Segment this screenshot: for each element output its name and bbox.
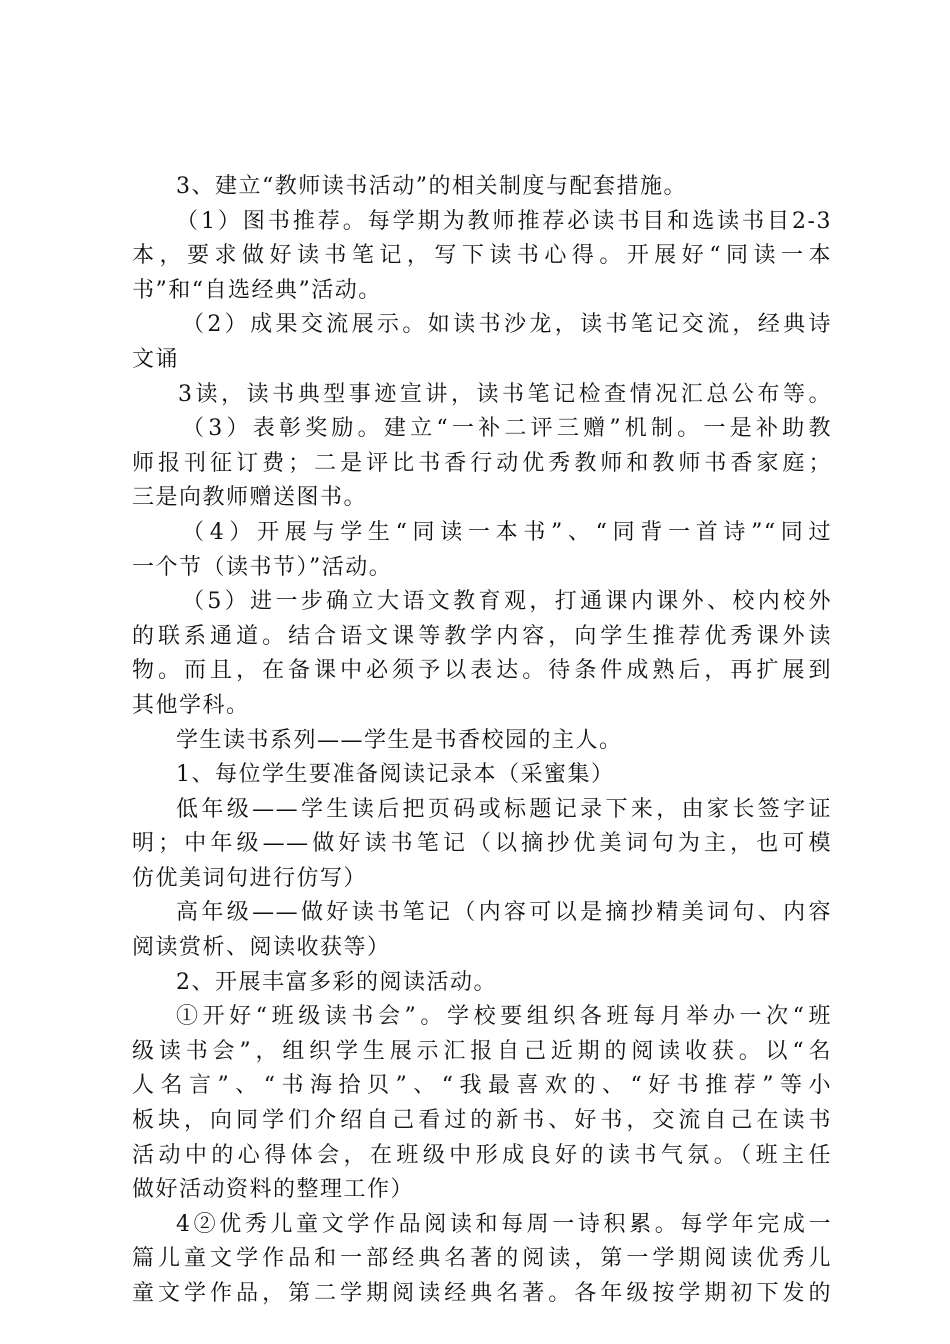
section-heading: 学生读书系列——学生是书香校园的主人。 (176, 727, 623, 753)
text-line: 的联系通道。结合语文课等教学内容，向学生推荐优秀课外读 (132, 623, 832, 649)
text-line: （5）进一步确立大语文教育观，打通课内课外、校内校外 (182, 589, 832, 615)
document-body (132, 170, 832, 1312)
text-line: 其他学科。 (132, 692, 250, 718)
text-line: 童文学作品，第二学期阅读经典名著。各年级按学期初下发的 (132, 1281, 832, 1306)
text-line: 3、建立“教师读书活动”的相关制度与配套措施。 (176, 174, 687, 199)
text-line: 师报刊征订费；二是评比书香行动优秀教师和教师书香家庭； (132, 450, 832, 476)
text-line: 4②优秀儿童文学作品阅读和每周一诗积累。每学年完成一 (176, 1211, 832, 1237)
text-line: 一个节（读书节）”活动。 (132, 554, 393, 580)
text-line: 阅读赏析、阅读收获等） (132, 935, 391, 961)
text-line: （1）图书推荐。每学期为教师推荐必读书目和选读书目2-3 (176, 208, 832, 234)
text-line: （4）开展与学生“同读一本书”、“同背一首诗”“同过 (182, 519, 832, 545)
text-line: 仿优美词句进行仿写） (132, 865, 368, 891)
text-line: 板块，向同学们介绍自己看过的新书、好书，交流自己在读书 (132, 1108, 832, 1134)
text-line: 本，要求做好读书笔记，写下读书心得。开展好“同读一本 (132, 243, 832, 269)
text-line: 三是向教师赠送图书。 (132, 485, 368, 511)
text-line: 做好活动资料的整理工作） (132, 1177, 415, 1203)
text-line: 高年级——做好读书笔记（内容可以是摘抄精美词句、内容 (176, 900, 832, 926)
text-line: 书”和“自选经典”活动。 (132, 277, 382, 303)
text-line: 活动中的心得体会，在班级中形成良好的读书气氛。（班主任 (132, 1142, 832, 1168)
text-line: 篇儿童文学作品和一部经典名著的阅读，第一学期阅读优秀儿 (132, 1246, 832, 1272)
text-line: 文诵 (132, 346, 180, 372)
text-line: 人名言”、“书海拾贝”、“我最喜欢的、“好书推荐”等小 (132, 1073, 832, 1099)
text-line: 1、每位学生要准备阅读记录本（采蜜集） (176, 762, 615, 788)
text-line: 级读书会”，组织学生展示汇报自己近期的阅读收获。以“名 (132, 1038, 832, 1064)
text-line: ①开好“班级读书会”。学校要组织各班每月举办一次“班 (176, 1004, 832, 1030)
text-line: 2、开展丰富多彩的阅读活动。 (176, 969, 497, 995)
text-line: （2）成果交流展示。如读书沙龙，读书笔记交流，经典诗 (182, 312, 832, 338)
text-line: 3读，读书典型事迹宣讲，读书笔记检查情况汇总公布等。 (178, 381, 832, 407)
text-line: （3）表彰奖励。建立“一补二评三赠”机制。一是补助教 (182, 416, 832, 442)
text-line: 物。而且，在备课中必须予以表达。待条件成熟后，再扩展到 (132, 658, 832, 684)
text-line: 明；中年级——做好读书笔记（以摘抄优美词句为主，也可模 (132, 831, 832, 857)
text-line: 低年级——学生读后把页码或标题记录下来，由家长签字证 (176, 796, 832, 822)
